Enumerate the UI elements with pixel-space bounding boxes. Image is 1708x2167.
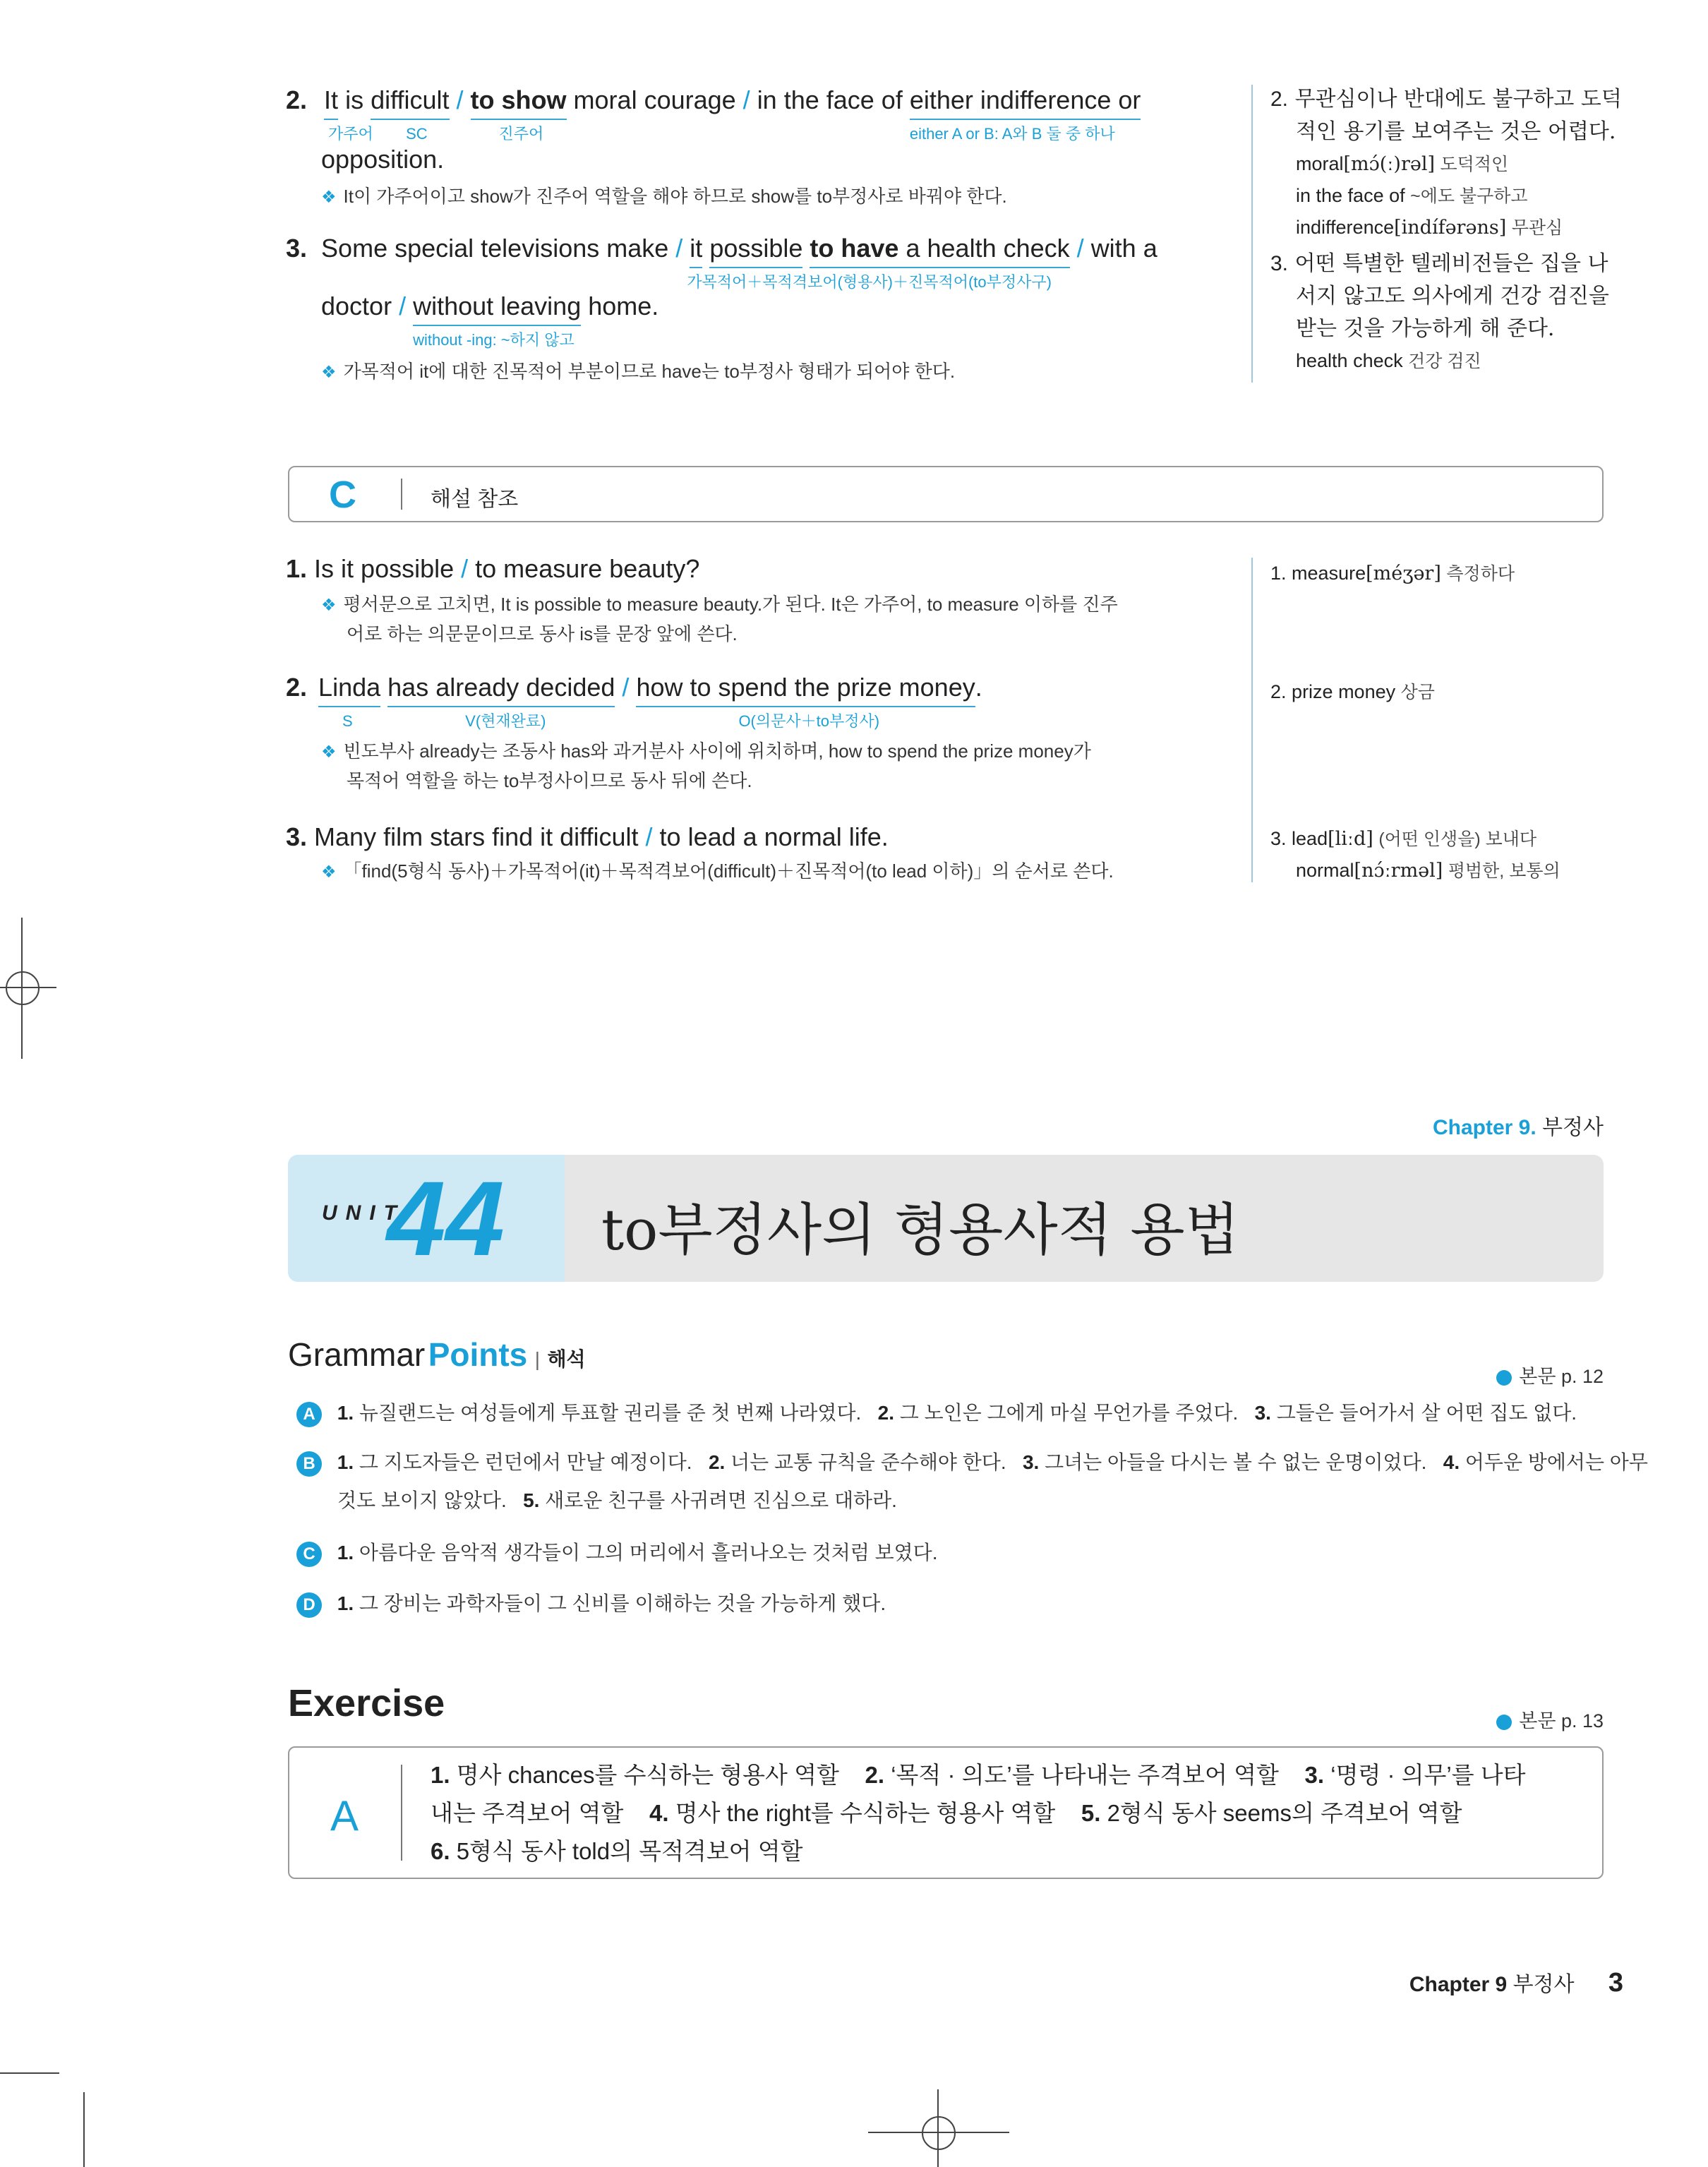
gp-row-d xyxy=(296,1585,886,1622)
top-right-notes: 2. 무관심이나 반대에도 불구하고 도덕 적인 용기를 보여주는 것은 어렵다. moral[mɔ́(ː)rəl] 도덕적인 in the face of ~에도 불구하고 indifference[indífərəns] 무관심 3. 어떤 특별한 텔레비전들은 집을 나 서지 않고도 의사에게 건강 검진을 받는 것을 가능하게 해 준다. health check 건강 검진 xyxy=(1270,87,1622,371)
word-to-have: to have xyxy=(810,234,899,263)
c-item-3-tip: ❖ 「find(5형식 동사)＋가목적어(it)＋목적격보어(difficult)＋진목적어(to lead 이하)」의 순서로 쓴다. xyxy=(321,860,1114,882)
word-some: Some special televisions make xyxy=(321,234,669,263)
section-label: 해설 참조 xyxy=(431,488,519,511)
word-it: it xyxy=(690,232,702,268)
note-either: either A or B: A와 B 둘 중 하나 xyxy=(909,125,1115,143)
word-face: in the face of xyxy=(757,85,903,114)
word-to-show: to show xyxy=(471,83,567,120)
word-moral: moral courage xyxy=(573,85,736,114)
word-home: home. xyxy=(588,292,659,320)
grammar-points-title: Grammar Points | 해석 xyxy=(288,1336,586,1373)
c-right-1: 1. measure[méʒər] 측정하다 xyxy=(1270,563,1515,584)
exercise-title: Exercise xyxy=(288,1682,445,1724)
item3-tip: ❖ 가목적어 it에 대한 진목적어 부분이므로 have는 to부정사 형태가 되어야 한다. xyxy=(321,361,956,382)
translation-text: 것도 보이지 않았다. 5. 새로운 친구를 사귀려면 진심으로 대하라. xyxy=(337,1489,897,1511)
c-item-2: 2. Linda S has already decided V(현재완료) / how to spend the prize money O(의문사＋to부정사) . xyxy=(286,671,982,707)
top-item-3: 3. Some special televisions make / it 가목적어＋목적격보어(형용사)＋진목적어(to부정사구) possible to have a health check / with a xyxy=(286,232,1232,268)
badge-a: A xyxy=(296,1402,322,1427)
exercise-answers xyxy=(431,1756,1526,1871)
grammar-ref: 본문 p. 12 xyxy=(1496,1361,1604,1388)
word-is: is xyxy=(345,85,364,114)
c-right-3: 3. lead[liːd] (어떤 인생을) 보내다 normal[nɔ́ːrməl] 평범한, 보통의 xyxy=(1270,828,1560,882)
translation-text: 1. 아름다운 음악적 생각들이 그의 머리에서 흘러나오는 것처럼 보였다. xyxy=(337,1542,938,1563)
word-possible: possible xyxy=(709,232,802,268)
gp-row-b-cont xyxy=(337,1482,897,1519)
badge-c: C xyxy=(296,1542,322,1567)
section-letter: C xyxy=(329,474,356,516)
chapter-header: Chapter 9. 부정사 xyxy=(1432,1116,1604,1139)
c-right-2: 2. prize money 상금 xyxy=(1270,681,1435,702)
item3-line2: doctor / without leaving without -ing: ~하지 않고 home. xyxy=(321,289,658,326)
crop-mark xyxy=(0,2072,59,2074)
registration-mark xyxy=(6,971,40,1005)
gp-row-a xyxy=(296,1395,1577,1431)
badge-b: B xyxy=(296,1451,322,1477)
registration-mark xyxy=(922,2116,956,2150)
badge-d: D xyxy=(296,1592,322,1618)
item-number: 3. xyxy=(286,234,308,263)
exercise-ref: 본문 p. 13 xyxy=(1496,1705,1604,1733)
divider xyxy=(401,479,402,510)
unit-number: 44 xyxy=(387,1159,505,1278)
section-c-header xyxy=(288,466,1604,522)
gp-row-b xyxy=(296,1444,1648,1481)
column-divider xyxy=(1251,558,1253,882)
unit-banner xyxy=(288,1155,1604,1282)
top-item-2: 2. It 가주어 is difficult SC / to show 진주어 moral courage / in the face of either indifference or either A or B: A와 B 둘 중 하나 xyxy=(286,83,1232,120)
translation-text: 1. 그 지도자들은 런던에서 만날 예정이다. 2. 너는 교통 규칙을 준수해야 한다. 3. 그녀는 아들을 다시는 볼 수 없는 운명이었다. 4. 어두운 방에서는 아무 xyxy=(337,1451,1648,1473)
word-health: a health check xyxy=(906,234,1070,263)
translation-text: 1. 그 장비는 과학자들이 그 신비를 이해하는 것을 가능하게 했다. xyxy=(337,1592,886,1614)
item2-tip: ❖ It이 가주어이고 show가 진주어 역할을 해야 하므로 show를 to부정사로 바꿔야 한다. xyxy=(321,186,1007,207)
column-divider xyxy=(1251,85,1253,383)
item-number: 2. xyxy=(286,85,308,114)
note-sc: SC xyxy=(406,125,428,143)
exercise-letter: A xyxy=(330,1792,359,1839)
unit-title: to부정사의 형용사적 용법 xyxy=(601,1197,1239,1263)
c-item-3: 3. Many film stars find it difficult / to lead a normal life. xyxy=(286,822,889,851)
word-either: either indifference or xyxy=(910,83,1141,120)
exercise-answer-line: 내는 주격보어 역할 4. 명사 the right를 수식하는 형용사 역할 5. 2형식 동사 seems의 주격보어 역할 xyxy=(431,1800,1462,1826)
word-it: It xyxy=(324,83,338,120)
c-item-2-tip: ❖ 빈도부사 already는 조동사 has와 과거분사 사이에 위치하며, how to spend the prize money가 목적어 역할을 하는 to부정사이므로 동사 뒤에 쓴다. xyxy=(321,740,1091,791)
note-jinju: 진주어 xyxy=(498,125,544,143)
note-obj: 가목적어＋목적격보어(형용사)＋진목적어(to부정사구) xyxy=(687,273,1052,291)
exercise-box xyxy=(288,1746,1604,1879)
gp-row-c xyxy=(296,1535,938,1571)
word-with: with a xyxy=(1090,234,1157,263)
c-item-1-tip: ❖ 평서문으로 고치면, It is possible to measure beauty.가 된다. It은 가주어, to measure 이하를 진주 어로 하는 의문문이므로 동사 is를 문장 앞에 쓴다. xyxy=(321,594,1118,644)
translation-text: 1. 뉴질랜드는 여성들에게 투표할 권리를 준 첫 번째 나라였다. 2. 그 노인은 그에게 마실 무언가를 주었다. 3. 그들은 들어가서 살 어떤 집도 없다. xyxy=(337,1402,1577,1424)
divider xyxy=(401,1765,402,1861)
c-item-1: 1. Is it possible / to measure beauty? xyxy=(286,554,700,583)
exercise-answer-line: 1. 명사 chances를 수식하는 형용사 역할 2. ‘목적 · 의도’를 나타내는 주격보어 역할 3. ‘명령 · 의무’를 나타 xyxy=(431,1762,1526,1788)
item2-continuation: opposition. xyxy=(321,145,445,174)
crop-mark xyxy=(83,2092,85,2167)
word-without: without leaving xyxy=(413,289,581,326)
unit-label: UNIT xyxy=(322,1201,405,1225)
word-doctor: doctor xyxy=(321,292,392,320)
page-footer: Chapter 9 부정사 3 xyxy=(1409,1968,1623,1998)
exercise-answer-line: 6. 5형식 동사 told의 목적격보어 역할 xyxy=(431,1838,803,1864)
note-without: without -ing: ~하지 않고 xyxy=(413,331,575,349)
word-difficult: difficult xyxy=(371,83,449,120)
note-gaju: 가주어 xyxy=(328,125,373,143)
